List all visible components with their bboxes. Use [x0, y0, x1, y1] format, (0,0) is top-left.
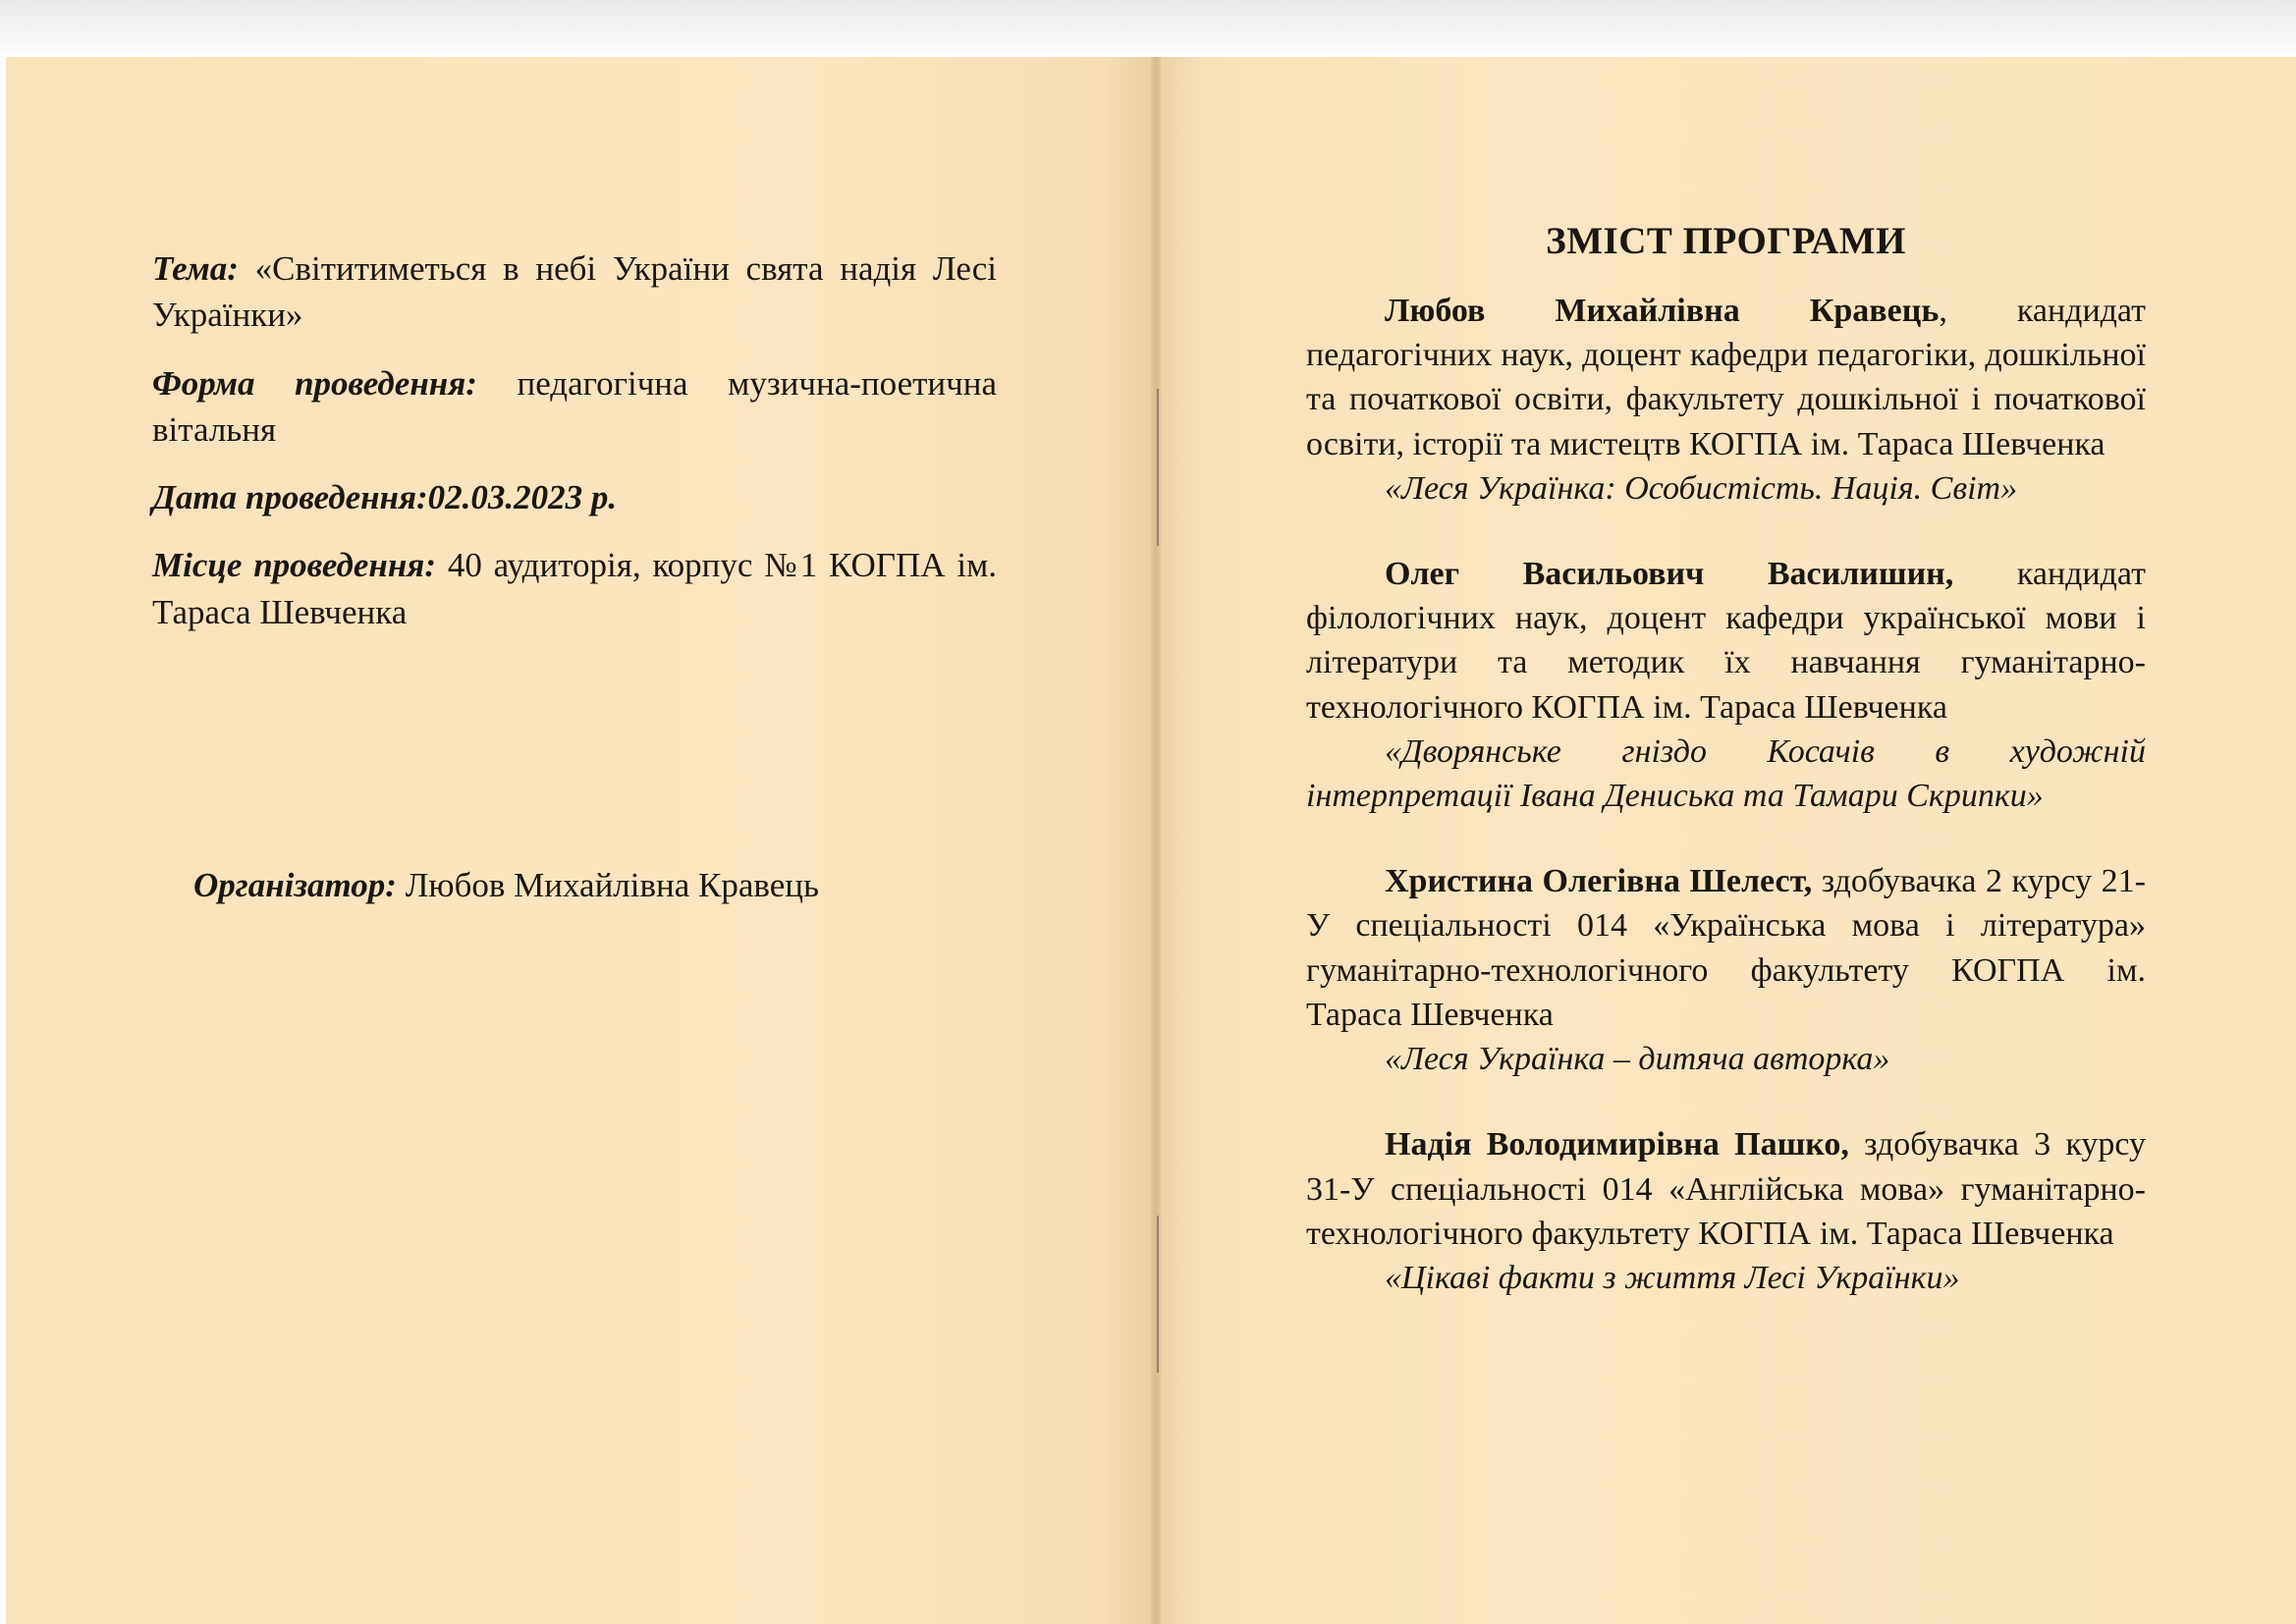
- event-place: [152, 542, 997, 635]
- event-form: [152, 360, 997, 454]
- program-entry-text: [1306, 1122, 2146, 1256]
- program-entry: [1306, 859, 2146, 1081]
- event-form-label: Форма проведення:: [152, 363, 477, 403]
- event-place-label: Місце проведення:: [152, 546, 436, 585]
- speaker-details: здобувачка 3 курсу 31-У спеціальності 014 «Англійська мова» гуманітарно-технологічного факультету КОГПА ім. Тараса Шевченка: [1306, 1126, 2146, 1252]
- event-theme-value: «Світитиметься в небі України свята надія Лесі Українки»: [152, 249, 997, 335]
- program-entry: [1306, 289, 2146, 511]
- event-details: [152, 245, 997, 635]
- booklet-gutter: [1151, 57, 1161, 1624]
- speaker-details: кандидат філологічних наук, доцент кафедри української мови і літератури та методик їх навчання гуманітарно-технологічного КОГПА ім. Тараса Шевченка: [1306, 555, 2146, 726]
- event-date-label: Дата проведення:: [152, 478, 428, 516]
- speaker-details: , кандидат педагогічних наук, доцент кафедри педагогіки, дошкільної та початкової освіти, факультету дошкільної і початкової освіти, історії та мистецтв КОГПА ім. Тараса Шевченка: [1306, 292, 2147, 462]
- speaker-name: Любов Михайлівна Кравець: [1385, 292, 1940, 329]
- speaker-name: Христина Олегівна Шелест,: [1385, 863, 1813, 900]
- program-contents: [1306, 216, 2146, 1341]
- talk-title: «Дворянське гніздо Косачів в художній інтерпретації Івана Дениська та Тамари Скрипки»: [1306, 732, 2146, 815]
- speaker-name: Надія Володимирівна Пашко,: [1385, 1126, 1849, 1164]
- program-title: ЗМІСТ ПРОГРАМИ: [1546, 220, 1906, 262]
- program-entry-text: [1306, 859, 2146, 1037]
- speaker-details: здобувачка 2 курсу 21-У спеціальності 014 «Українська мова і література» гуманітарно-технологічного факультету КОГПА ім. Тараса Шевченка: [1306, 863, 2146, 1033]
- program-entry-text: [1306, 552, 2146, 730]
- program-entry-text: [1306, 289, 2146, 466]
- program-entry: [1306, 1122, 2146, 1300]
- event-theme: [152, 245, 997, 339]
- event-organizer-value: Любов Михайлівна Кравець: [405, 866, 819, 904]
- talk-title: «Леся Українка: Особистість. Нація. Світ»: [1385, 469, 2018, 507]
- event-form-value: педагогічна музична-поетична вітальня: [152, 363, 997, 449]
- talk-title: «Леся Українка – дитяча авторка»: [1385, 1041, 1890, 1078]
- event-date-value: 02.03.2023 р.: [427, 478, 618, 516]
- staple-top: [1157, 389, 1159, 546]
- event-place-value: 40 аудиторія, корпус №1 КОГПА ім. Тараса Шевченка: [152, 546, 998, 631]
- event-organizer-label: Організатор:: [193, 866, 397, 904]
- program-entry: [1306, 552, 2146, 818]
- event-theme-label: Тема:: [152, 249, 239, 288]
- staple-bottom: [1157, 1216, 1159, 1373]
- event-date: [152, 474, 997, 520]
- talk-title: «Цікаві факти з життя Лесі Українки»: [1385, 1260, 1960, 1297]
- event-organizer: [193, 862, 819, 908]
- speaker-name: Олег Васильович Василишин,: [1385, 555, 1954, 592]
